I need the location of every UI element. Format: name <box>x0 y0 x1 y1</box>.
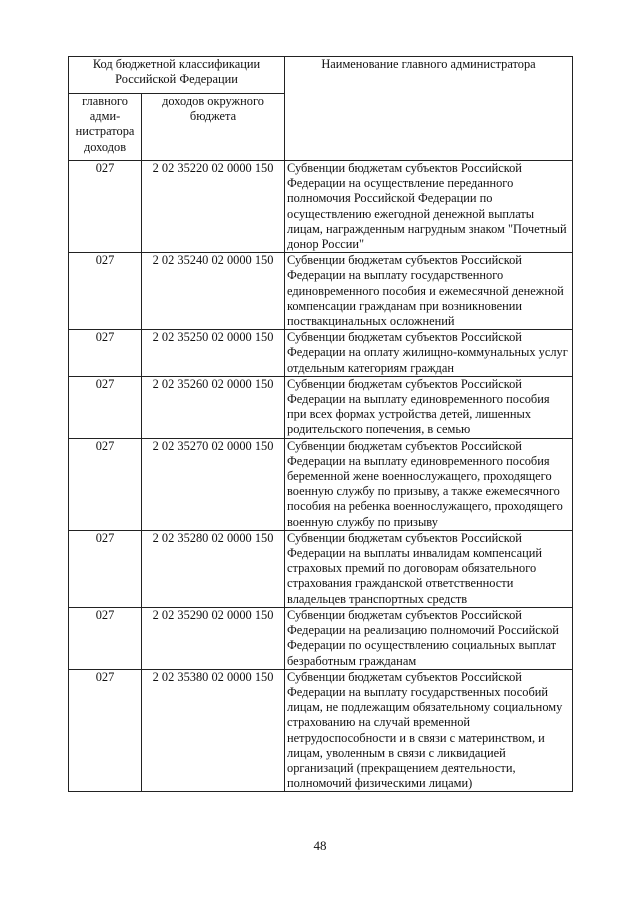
revenue-code-cell: 2 02 35250 02 0000 150 <box>142 330 285 377</box>
revenue-code-cell: 2 02 35260 02 0000 150 <box>142 376 285 438</box>
revenue-code-cell: 2 02 35290 02 0000 150 <box>142 607 285 669</box>
table-header-row-top <box>69 57 573 94</box>
description-cell: Субвенции бюджетам субъектов Российской Федерации на выплату государственного единовременного пособия и ежемесячной денежной компенсации гражданам при возникновении поствакцинальных осложнений <box>285 253 573 330</box>
admin-code-cell: 027 <box>69 669 142 792</box>
table-row <box>69 376 573 438</box>
page-number: 48 <box>313 838 327 853</box>
description-cell: Субвенции бюджетам субъектов Российской Федерации на выплаты инвалидам компенсаций страховых премий по договорам обязательного страхования гражданской ответственности владельцев транспортных средств <box>285 530 573 607</box>
table-row <box>69 607 573 669</box>
revenue-code-cell: 2 02 35240 02 0000 150 <box>142 253 285 330</box>
admin-code-cell: 027 <box>69 438 142 530</box>
description-cell: Субвенции бюджетам субъектов Российской Федерации на выплату единовременного пособия при всех формах устройства детей, лишенных родительского попечения, в семью <box>285 376 573 438</box>
table-row <box>69 669 573 792</box>
revenue-code-cell: 2 02 35220 02 0000 150 <box>142 161 285 253</box>
description-cell: Субвенции бюджетам субъектов Российской Федерации на выплату государственных пособий лицам, не подлежащим обязательному социальному страхованию на случай временной нетрудоспособности и в связи с материнством, и лицам, уволенным в связи с ликвидацией организаций (прекращением деятельности, полномочий физическими лицами) <box>285 669 573 792</box>
table-row <box>69 253 573 330</box>
description-cell: Субвенции бюджетам субъектов Российской Федерации на оплату жилищно-коммунальных услуг отдельным категориям граждан <box>285 330 573 377</box>
description-cell: Субвенции бюджетам субъектов Российской Федерации на выплату единовременного пособия беременной жене военнослужащего, проходящего военную службу по призыву, а также ежемесячного пособия на ребенка военнослужащего, проходящего военную службу по призыву <box>285 438 573 530</box>
admin-code-cell: 027 <box>69 161 142 253</box>
description-cell: Субвенции бюджетам субъектов Российской Федерации на реализацию полномочий Российской Федерации по осуществлению социальных выплат безработным гражданам <box>285 607 573 669</box>
table-row <box>69 161 573 253</box>
header-administrator-name: Наименование главного администратора <box>285 57 573 161</box>
revenue-code-cell: 2 02 35380 02 0000 150 <box>142 669 285 792</box>
table-row <box>69 438 573 530</box>
header-main-administrator: главного адми-нистратора доходов <box>69 94 142 161</box>
admin-code-cell: 027 <box>69 330 142 377</box>
revenue-code-cell: 2 02 35270 02 0000 150 <box>142 438 285 530</box>
budget-classification-table <box>68 56 573 792</box>
description-cell: Субвенции бюджетам субъектов Российской Федерации на осуществление переданного полномочия Российской Федерации по осуществлению ежегодной денежной выплаты лицам, награжденным нагрудным знаком "Почетный донор России" <box>285 161 573 253</box>
admin-code-cell: 027 <box>69 530 142 607</box>
table-row <box>69 330 573 377</box>
revenue-code-cell: 2 02 35280 02 0000 150 <box>142 530 285 607</box>
header-district-revenue: доходов окружного бюджета <box>142 94 285 161</box>
admin-code-cell: 027 <box>69 376 142 438</box>
admin-code-cell: 027 <box>69 253 142 330</box>
table-row <box>69 530 573 607</box>
header-classification: Код бюджетной классификации Российской Федерации <box>69 57 285 94</box>
admin-code-cell: 027 <box>69 607 142 669</box>
